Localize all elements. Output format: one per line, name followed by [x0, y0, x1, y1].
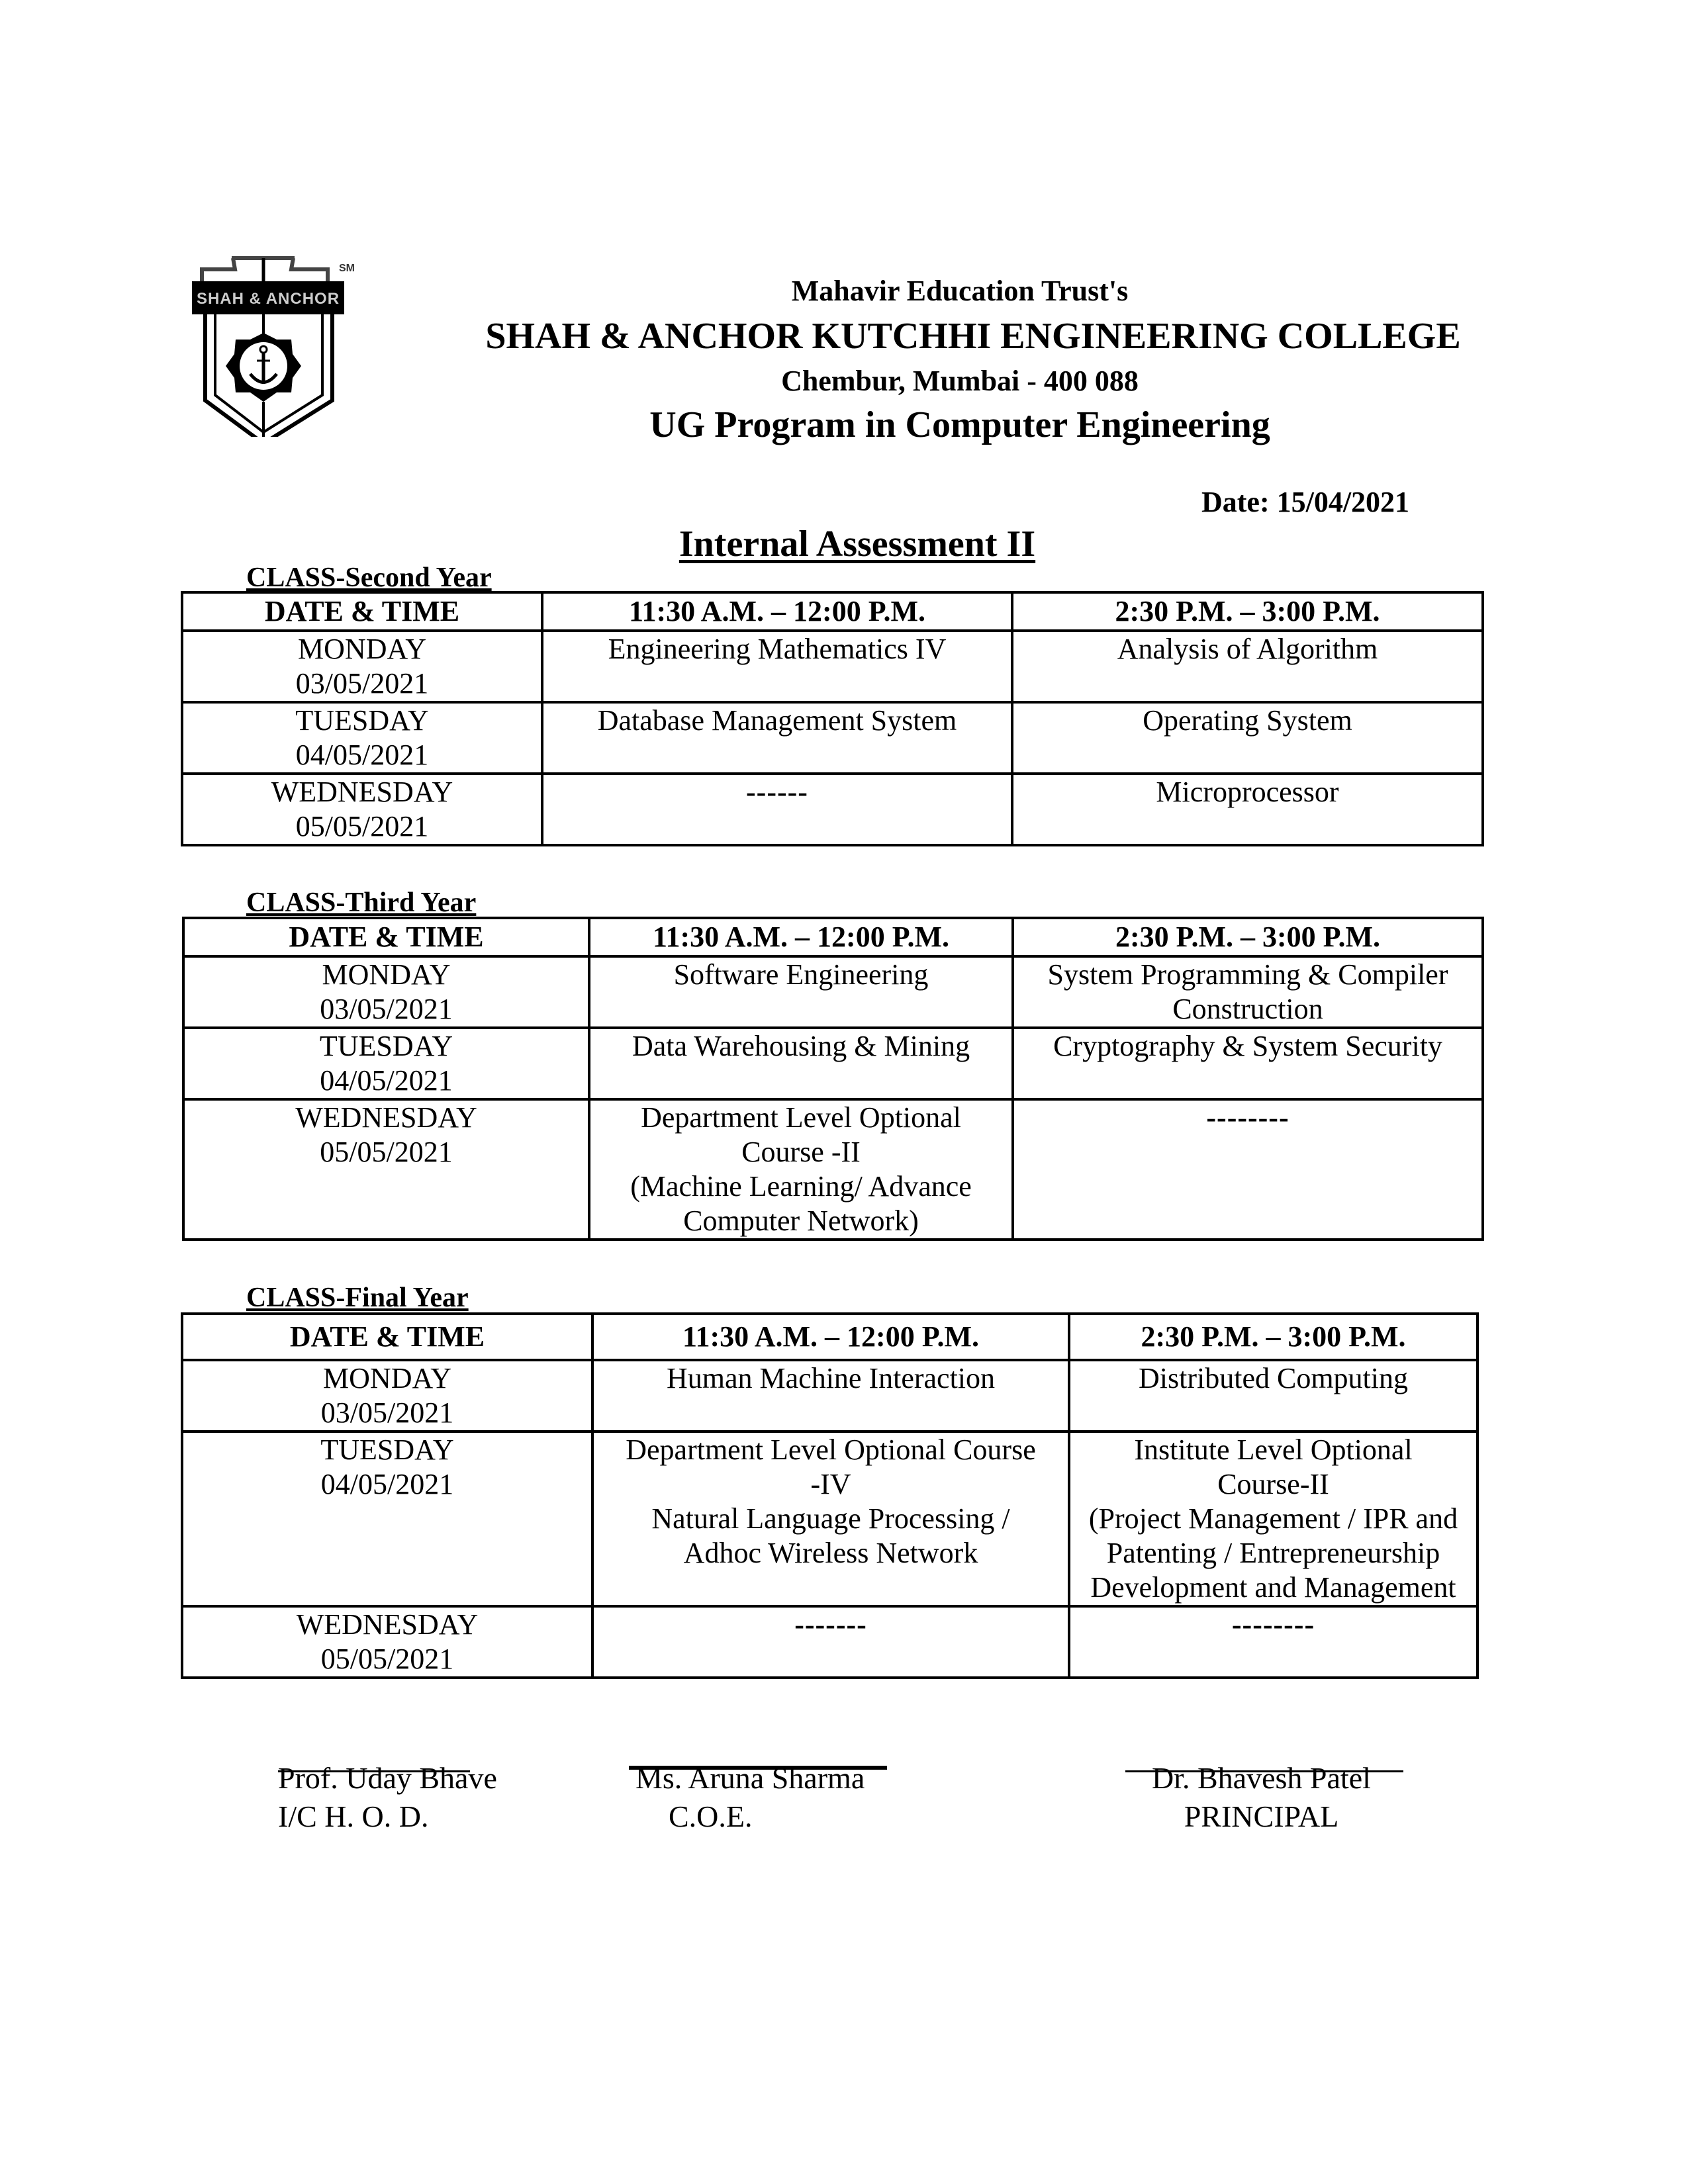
table-row	[182, 1432, 1477, 1606]
table-row	[182, 1360, 1477, 1432]
subject-cell: Cryptography & System Security	[1013, 1028, 1483, 1099]
signature-principal	[1152, 1759, 1371, 1836]
subject-cell: Microprocessor	[1012, 774, 1483, 845]
svg-text:SHAH & ANCHOR: SHAH & ANCHOR	[196, 290, 340, 308]
table-header-row	[182, 1314, 1477, 1360]
day-cell: TUESDAY 04/05/2021	[182, 702, 542, 774]
day-cell: WEDNESDAY 05/05/2021	[182, 774, 542, 845]
table-header-row	[183, 918, 1483, 956]
table-header-row	[182, 592, 1483, 631]
subject-cell: System Programming & Compiler Construction	[1013, 956, 1483, 1028]
svg-text:SM: SM	[339, 263, 355, 274]
subject-cell: -------	[592, 1606, 1069, 1678]
subject-cell: Software Engineering	[589, 956, 1013, 1028]
table-row	[183, 1099, 1483, 1240]
program-name: UG Program in Computer Engineering	[649, 404, 1270, 445]
timetable-final-year	[181, 1312, 1479, 1679]
class-label-final-year: CLASS-Final Year	[246, 1283, 469, 1313]
header-morning-slot: 11:30 A.M. – 12:00 P.M.	[589, 918, 1013, 956]
table-row	[182, 1606, 1477, 1678]
day-cell: MONDAY 03/05/2021	[182, 631, 542, 702]
subject-cell: Department Level Optional Course -II (Machine Learning/ Advance Computer Network)	[589, 1099, 1013, 1240]
subject-cell: --------	[1069, 1606, 1477, 1678]
signatory-role: I/C H. O. D.	[278, 1799, 429, 1833]
subject-cell: Database Management System	[542, 702, 1012, 774]
timetable-second-year	[181, 591, 1484, 846]
header-afternoon-slot: 2:30 P.M. – 3:00 P.M.	[1013, 918, 1483, 956]
class-label-second-year: CLASS-Second Year	[246, 563, 492, 593]
subject-cell: Distributed Computing	[1069, 1360, 1477, 1432]
issue-date: Date: 15/04/2021	[1201, 486, 1410, 518]
header-afternoon-slot: 2:30 P.M. – 3:00 P.M.	[1012, 592, 1483, 631]
college-logo	[192, 255, 371, 437]
document-title	[0, 523, 1688, 565]
signatory-name: Ms. Aruna Sharma	[635, 1761, 865, 1795]
day-cell: MONDAY 03/05/2021	[182, 1360, 592, 1432]
college-name: SHAH & ANCHOR KUTCHHI ENGINEERING COLLEGE	[485, 316, 1461, 357]
class-label-third-year: CLASS-Third Year	[246, 887, 477, 918]
table-row	[183, 1028, 1483, 1099]
table-row	[182, 631, 1483, 702]
header-morning-slot: 11:30 A.M. – 12:00 P.M.	[542, 592, 1012, 631]
document-header	[424, 277, 1523, 443]
trust-name: Mahavir Education Trust's	[791, 275, 1129, 307]
table-row	[182, 774, 1483, 845]
document-title-text: Internal Assessment II	[679, 523, 1036, 565]
subject-cell: ------	[542, 774, 1012, 845]
day-cell: TUESDAY 04/05/2021	[183, 1028, 589, 1099]
subject-cell: Data Warehousing & Mining	[589, 1028, 1013, 1099]
day-cell: WEDNESDAY 05/05/2021	[182, 1606, 592, 1678]
day-cell: MONDAY 03/05/2021	[183, 956, 589, 1028]
header-date-time: DATE & TIME	[182, 592, 542, 631]
header-date-time: DATE & TIME	[183, 918, 589, 956]
table-row	[183, 956, 1483, 1028]
header-date-time: DATE & TIME	[182, 1314, 592, 1360]
day-cell: TUESDAY 04/05/2021	[182, 1432, 592, 1606]
signatory-role: C.O.E.	[669, 1799, 753, 1833]
timetable-third-year	[182, 917, 1484, 1241]
subject-cell: Institute Level Optional Course-II (Project Management / IPR and Patenting / Entrepreneurship Development and Management	[1069, 1432, 1477, 1606]
subject-cell: Human Machine Interaction	[592, 1360, 1069, 1432]
signature-hod	[278, 1759, 497, 1836]
subject-cell: Operating System	[1012, 702, 1483, 774]
signatory-name: Dr. Bhavesh Patel	[1152, 1761, 1371, 1795]
signature-coe	[635, 1759, 865, 1836]
college-address: Chembur, Mumbai - 400 088	[781, 365, 1139, 397]
subject-cell: Department Level Optional Course -IV Natural Language Processing / Adhoc Wireless Network	[592, 1432, 1069, 1606]
table-row	[182, 702, 1483, 774]
subject-cell: Analysis of Algorithm	[1012, 631, 1483, 702]
signatory-name: Prof. Uday Bhave	[278, 1761, 497, 1795]
subject-cell: --------	[1013, 1099, 1483, 1240]
anchor-shield-icon	[192, 255, 371, 437]
header-afternoon-slot: 2:30 P.M. – 3:00 P.M.	[1069, 1314, 1477, 1360]
header-morning-slot: 11:30 A.M. – 12:00 P.M.	[592, 1314, 1069, 1360]
subject-cell: Engineering Mathematics IV	[542, 631, 1012, 702]
signatory-role: PRINCIPAL	[1184, 1799, 1339, 1833]
day-cell: WEDNESDAY 05/05/2021	[183, 1099, 589, 1240]
